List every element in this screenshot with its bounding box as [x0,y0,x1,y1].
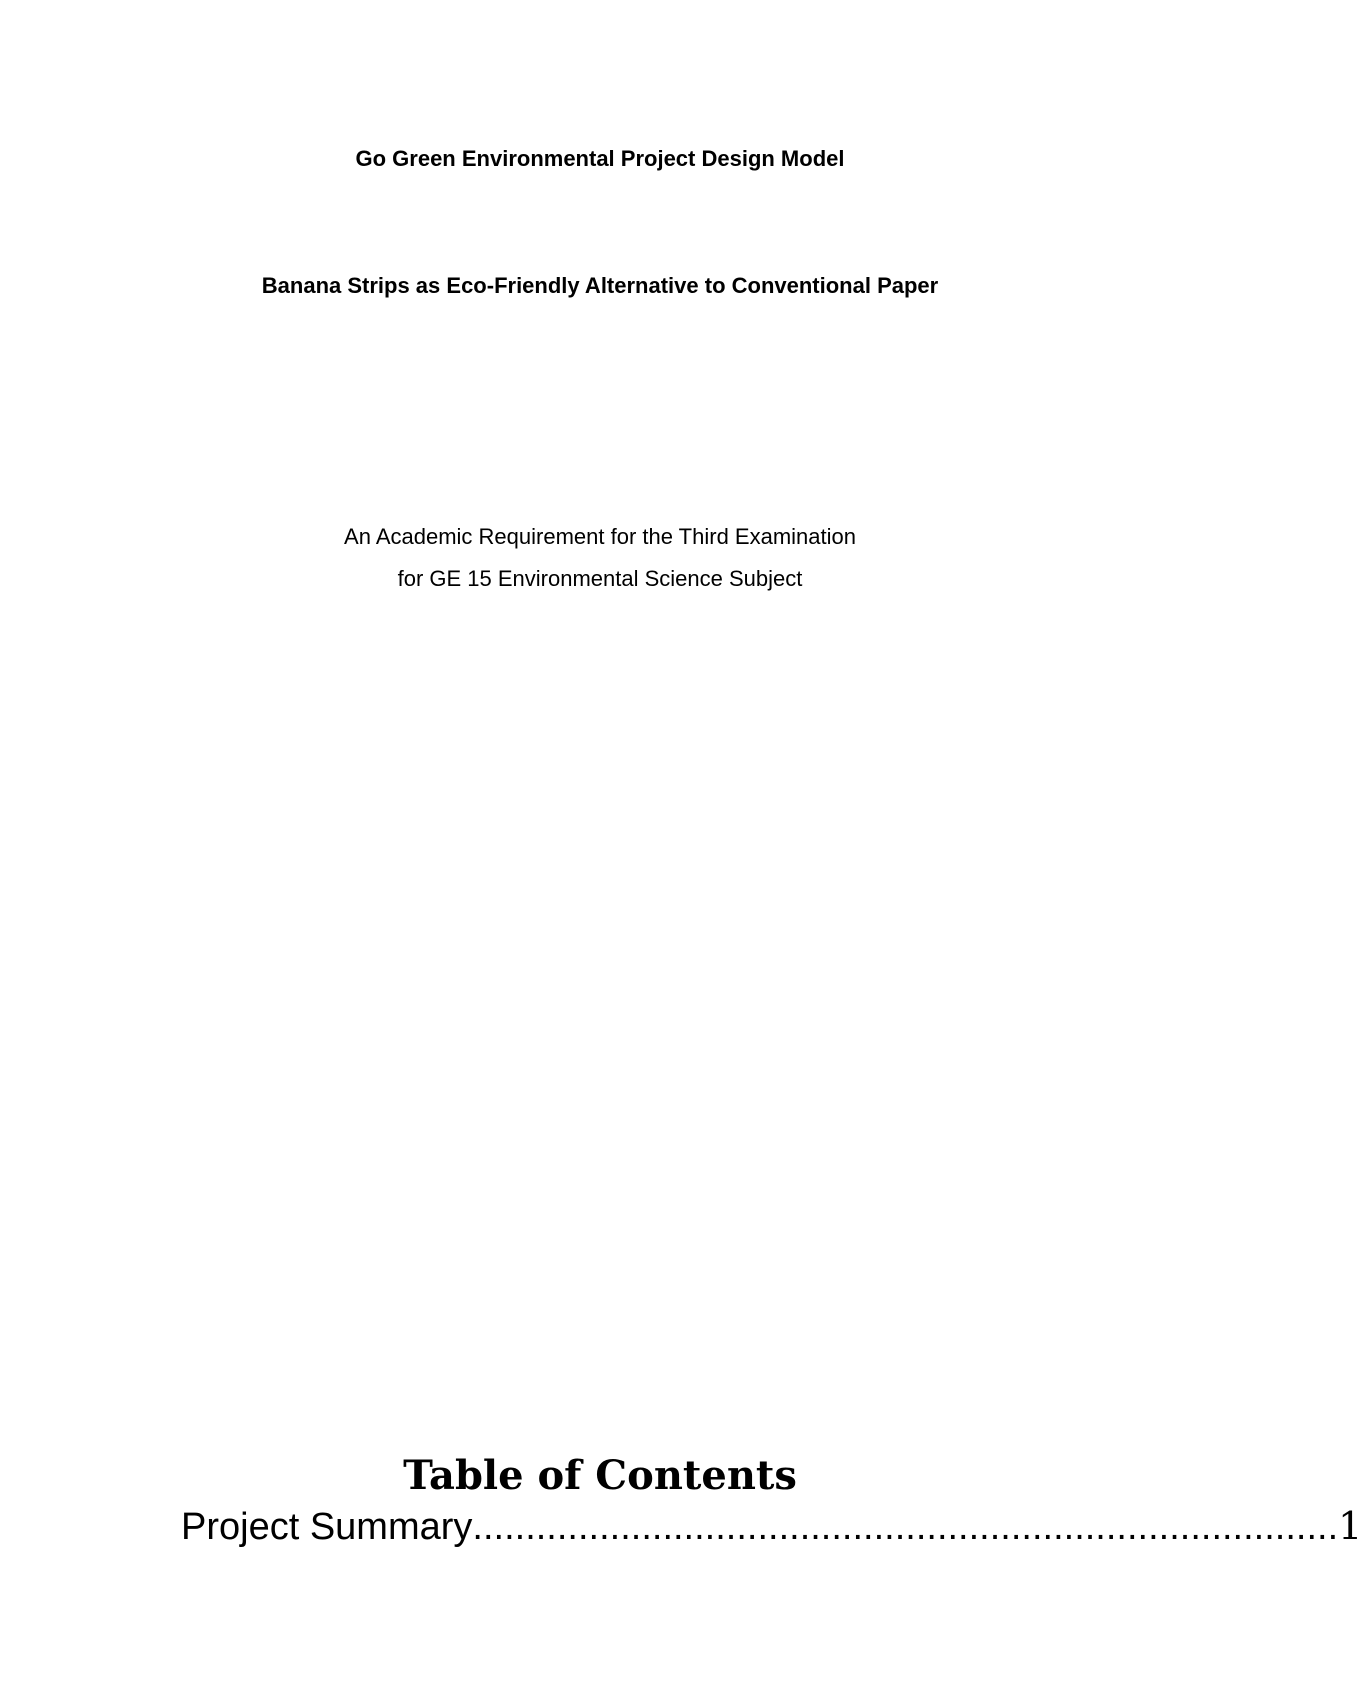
toc-heading: Table of Contents [403,1452,797,1499]
toc-entry-page-number: 1 [1338,1504,1362,1548]
requirement-line-1: An Academic Requirement for the Third Examination [344,524,856,549]
document-subtitle: Banana Strips as Eco-Friendly Alternative to Conventional Paper [261,273,939,298]
toc-entry-label: Project Summary [181,1506,473,1548]
requirement-line-2: for GE 15 Environmental Science Subject [397,566,803,591]
document-title: Go Green Environmental Project Design Model [355,146,845,171]
toc-entry-leader: .................................................................................. [472,1506,1339,1548]
toc-entry-project-summary[interactable] [181,1504,1362,1556]
